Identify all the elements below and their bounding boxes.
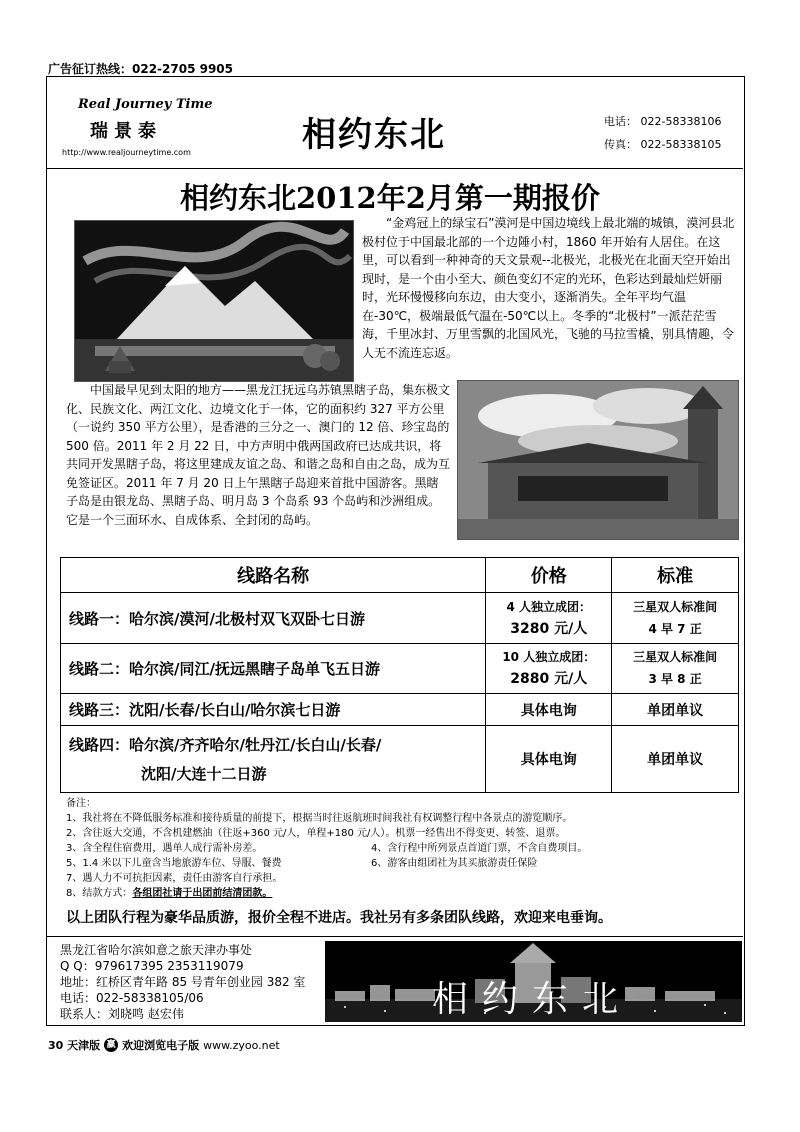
- table-row: [61, 593, 739, 643]
- note-row: [66, 856, 736, 871]
- aurora-mountain-photo: [74, 220, 354, 382]
- route-name-line2: 沈阳/大连十二日游: [141, 765, 267, 784]
- route-price: 具体电询: [486, 726, 612, 793]
- brand-title: 相约东北: [302, 115, 446, 155]
- mohe-paragraph: “金鸡冠上的绿宝石”漠河是中国边境线上最北端的城镇，漠河县北极村位于中国最北部的一个边陲小村，1860 年开始有人居住。在这里，可以看到一种神奇的天文景观--北极光，北极光在北面天空开始出现时，是一个由小至大、颜色变幻不定的光环，色彩达到最灿烂妍丽时，光环慢慢移向东边，由大变小，逐渐消失。全年平均气温在-30℃，极端最低气温在-50℃以上。冬季的“北极村”一派茫茫雪海，千里冰封、万里雪飘的北国风光，飞驰的马拉雪橇，别具情趣，令人无不流连忘返。: [362, 216, 735, 360]
- note-item: 7、遇人力不可抗拒因素，责任由游客自行承担。: [66, 873, 283, 884]
- price-note: 4 人独立成团：: [506, 600, 592, 614]
- closing-statement: 以上团队行程为豪华品质游，报价全程不进店。我社另有多条团队线路，欢迎来电垂询。: [66, 910, 612, 926]
- price-note: 10 人独立成团：: [502, 650, 596, 665]
- route-price: [486, 643, 612, 693]
- col-header-route: 线路名称: [61, 558, 486, 593]
- heixiazi-island-paragraph: 中国最早见到太阳的地方——黑龙江抚远乌苏镇黑瞎子岛，集东极文化、民族文化、两江文化、边境文化于一体，它的面积约 327 平方公里（一说约 350 平方公里），是香港的三分之一、澳门的 12 倍、珍宝岛的 500 倍。2011 年 2 月 22 日，中方声明中俄两国政府已达成共识，将共同开发黑瞎子岛，将这里建成友谊之岛、和谐之岛和自由之岛，成为互免签证区。2011 年 7 月 20 日上午黑瞎子岛迎来首批中国游客。黑瞎子岛是由银龙岛、黑瞎子岛、明月岛 3 个岛系 93 个岛屿和沙洲组成。它是一个三面环水、自成体系、全封闭的岛屿。: [66, 383, 451, 527]
- footer-text: 欢迎浏览电子版: [122, 1039, 200, 1052]
- note-row: [66, 841, 736, 856]
- notes-section: [66, 796, 736, 901]
- ad-hotline: 广告征订热线：022-2705 9905: [48, 62, 234, 76]
- route-name-line1: 线路四：哈尔滨/齐齐哈尔/牡丹江/长白山/长春/: [69, 736, 382, 755]
- office-name: 黑龙江省哈尔滨如意之旅天津办事处: [60, 943, 253, 957]
- route-price-table: [60, 557, 739, 793]
- route-standard: 单团单议: [612, 694, 739, 726]
- note-item: 3、含全程住宿费用，遇单人成行需补房差。: [66, 843, 263, 854]
- note-prefix: 8、结款方式：: [66, 888, 133, 899]
- table-row: [61, 726, 739, 793]
- price-value: 3280 元/人: [510, 621, 588, 637]
- office-contact-person: 联系人：刘晓鸣 赵宏伟: [60, 1007, 184, 1021]
- notes-title: 备注：: [66, 798, 96, 809]
- note-item: 1、我社将在不降低服务标准和接待质量的前提下，根据当时往返航班时间我社有权调整行程中各景点的游览顺序。: [66, 813, 573, 824]
- brand-badge-icon: 赢: [104, 1038, 118, 1052]
- table-row: [61, 643, 739, 693]
- note-item: 2、含往返大交通，不含机建燃油（往返+360 元/人，单程+180 元/人）。机票一经售出不得变更、转签、退票。: [66, 828, 566, 839]
- standard-room: 三星双人标准间: [633, 650, 718, 665]
- route-name: [61, 726, 486, 793]
- page-title: 相约东北2012年2月第一期报价: [180, 181, 600, 215]
- note-item: 4、含行程中所列景点首道门票，不含自费项目。: [371, 843, 588, 854]
- logo-chinese: 瑞景泰: [90, 121, 162, 142]
- table-row: [61, 694, 739, 726]
- standard-meals: 3 早 8 正: [648, 672, 702, 687]
- office-qq: Q Q：979617395 2353119079: [60, 959, 244, 973]
- contact-fax: 传真： 022-58338105: [604, 138, 722, 151]
- page-footer: [48, 1037, 280, 1053]
- route-standard: [612, 593, 739, 643]
- note-payment: 各组团社请于出团前结清团款。: [132, 888, 273, 899]
- company-url[interactable]: http://www.realjourneytime.com: [62, 148, 191, 157]
- divider: [47, 936, 743, 937]
- price-value: 2880 元/人: [510, 671, 588, 688]
- note-item: [66, 886, 736, 901]
- logo-english: Real Journey Time: [78, 97, 213, 112]
- office-contact: [60, 942, 305, 1022]
- standard-room: 三星双人标准间: [633, 600, 718, 614]
- office-address: 地址：红桥区青年路 85 号青年创业园 382 室: [60, 975, 306, 989]
- office-phone: 电话：022-58338105/06: [60, 991, 204, 1005]
- route-standard: [612, 643, 739, 693]
- contact-phone: 电话： 022-58338106: [604, 115, 722, 128]
- col-header-standard: 标准: [612, 558, 739, 593]
- col-header-price: 价格: [486, 558, 612, 593]
- route-name: 线路一：哈尔滨/漠河/北极村双飞双卧七日游: [61, 593, 486, 643]
- route-name: 线路二：哈尔滨/同江/抚远黑瞎子岛单飞五日游: [61, 643, 486, 693]
- route-name: 线路三：沈阳/长春/长白山/哈尔滨七日游: [61, 694, 486, 726]
- note-item: 5、1.4 米以下儿童含当地旅游车位、导服、餐费: [66, 858, 282, 869]
- banner-title: 相约东北: [432, 979, 633, 1020]
- table-header-row: [61, 558, 739, 593]
- page-number: 30 天津版: [48, 1039, 101, 1052]
- note-item: 6、游客由组团社为其买旅游责任保险: [371, 858, 538, 869]
- building-photo: [457, 380, 739, 540]
- route-price: [486, 593, 612, 643]
- route-price: 具体电询: [486, 694, 612, 726]
- footer-website-link[interactable]: www.zyoo.net: [203, 1038, 280, 1052]
- route-standard: 单团单议: [612, 726, 739, 793]
- standard-meals: 4 早 7 正: [648, 622, 702, 636]
